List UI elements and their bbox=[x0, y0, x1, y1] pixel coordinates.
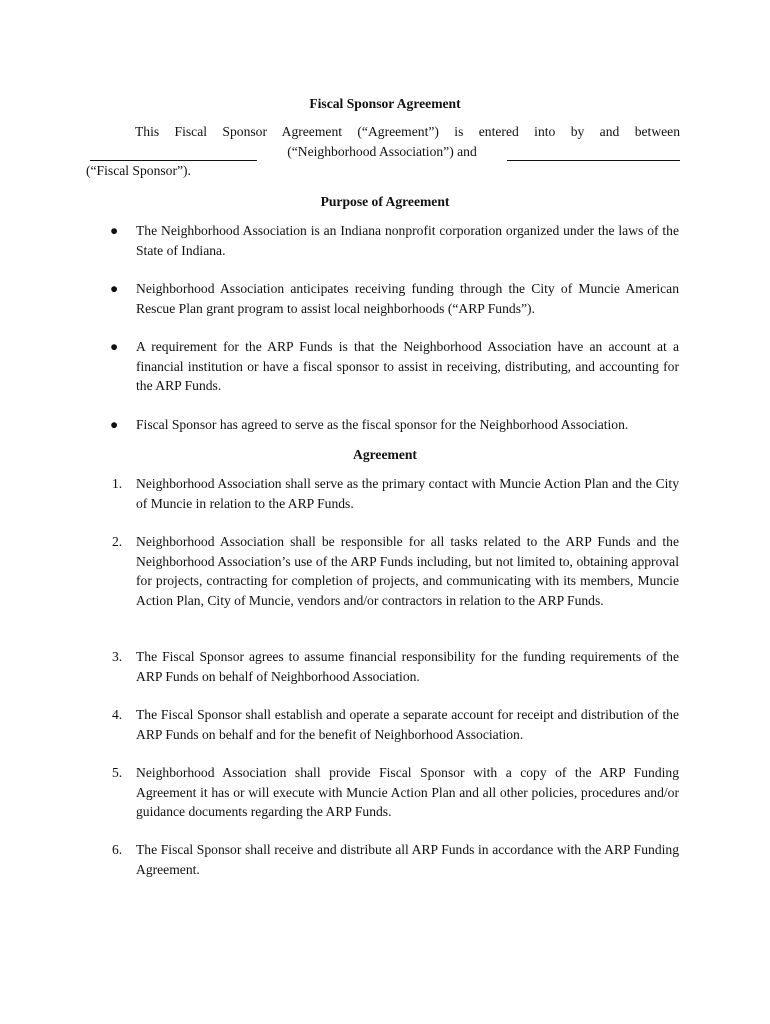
agreement-heading: Agreement bbox=[353, 447, 417, 462]
purpose-item-text: The Neighborhood Association is an Indiana nonprofit corporation organized under the laws of the State of Indiana. bbox=[136, 223, 679, 258]
item-number: 3. bbox=[112, 649, 123, 664]
intro-middle-text: (“Neighborhood Association”) and bbox=[287, 143, 477, 159]
item-number: 4. bbox=[112, 707, 123, 722]
agreement-item-text: The Fiscal Sponsor agrees to assume financial responsibility for the funding requirements of the ARP Funds on behalf of Neighborhood Association. bbox=[136, 649, 679, 684]
agreement-item-text: Neighborhood Association shall provide Fiscal Sponsor with a copy of the ARP Funding Agreement it has or will execute with Muncie Action Plan and all other policies, procedures and/or guidance documents regarding the ARP Funds. bbox=[136, 765, 679, 819]
bullet-icon: ● bbox=[110, 339, 119, 354]
agreement-item-text: Neighborhood Association shall be responsible for all tasks related to the ARP Funds and the Neighborhood Association’s use of the ARP Funds including, but not limited to, obtaining approval for projects, contracting for completion of projects, and communicating with its members, Muncie Action Plan, City of Muncie, vendors and/or contractors in relation to the ARP Funds. bbox=[136, 534, 679, 608]
purpose-item-text: Fiscal Sponsor has agreed to serve as the fiscal sponsor for the Neighborhood Association. bbox=[136, 417, 629, 432]
fiscal-sponsor-blank bbox=[507, 146, 680, 161]
neighborhood-association-blank bbox=[90, 146, 257, 161]
item-number: 1. bbox=[112, 476, 123, 491]
purpose-heading: Purpose of Agreement bbox=[320, 194, 450, 209]
agreement-item-text: The Fiscal Sponsor shall establish and operate a separate account for receipt and distribution of the ARP Funds on behalf and for the benefit of Neighborhood Association. bbox=[136, 707, 679, 742]
bullet-icon: ● bbox=[110, 223, 119, 238]
intro-line-1: This Fiscal Sponsor Agreement (“Agreement”) is entered into by and between bbox=[135, 124, 680, 139]
intro-paragraph bbox=[86, 122, 680, 181]
item-number: 2. bbox=[112, 534, 123, 549]
bullet-icon: ● bbox=[110, 417, 119, 432]
purpose-item-text: Neighborhood Association anticipates receiving funding through the City of Muncie American Rescue Plan grant program to assist local neighborhoods (“ARP Funds”). bbox=[136, 281, 679, 316]
document-title: Fiscal Sponsor Agreement bbox=[309, 96, 461, 111]
agreement-item-text: The Fiscal Sponsor shall receive and distribute all ARP Funds in accordance with the ARP Funding Agreement. bbox=[136, 842, 679, 877]
intro-line-2 bbox=[90, 142, 680, 162]
intro-line-3: (“Fiscal Sponsor”). bbox=[86, 163, 191, 178]
bullet-icon: ● bbox=[110, 281, 119, 296]
item-number: 5. bbox=[112, 765, 123, 780]
agreement-item-text: Neighborhood Association shall serve as the primary contact with Muncie Action Plan and the City of Muncie in relation to the ARP Funds. bbox=[136, 476, 679, 511]
purpose-item-text: A requirement for the ARP Funds is that the Neighborhood Association have an account at a financial institution or have a fiscal sponsor to assist in receiving, distributing, and accounting for the ARP Funds. bbox=[136, 339, 679, 393]
item-number: 6. bbox=[112, 842, 123, 857]
